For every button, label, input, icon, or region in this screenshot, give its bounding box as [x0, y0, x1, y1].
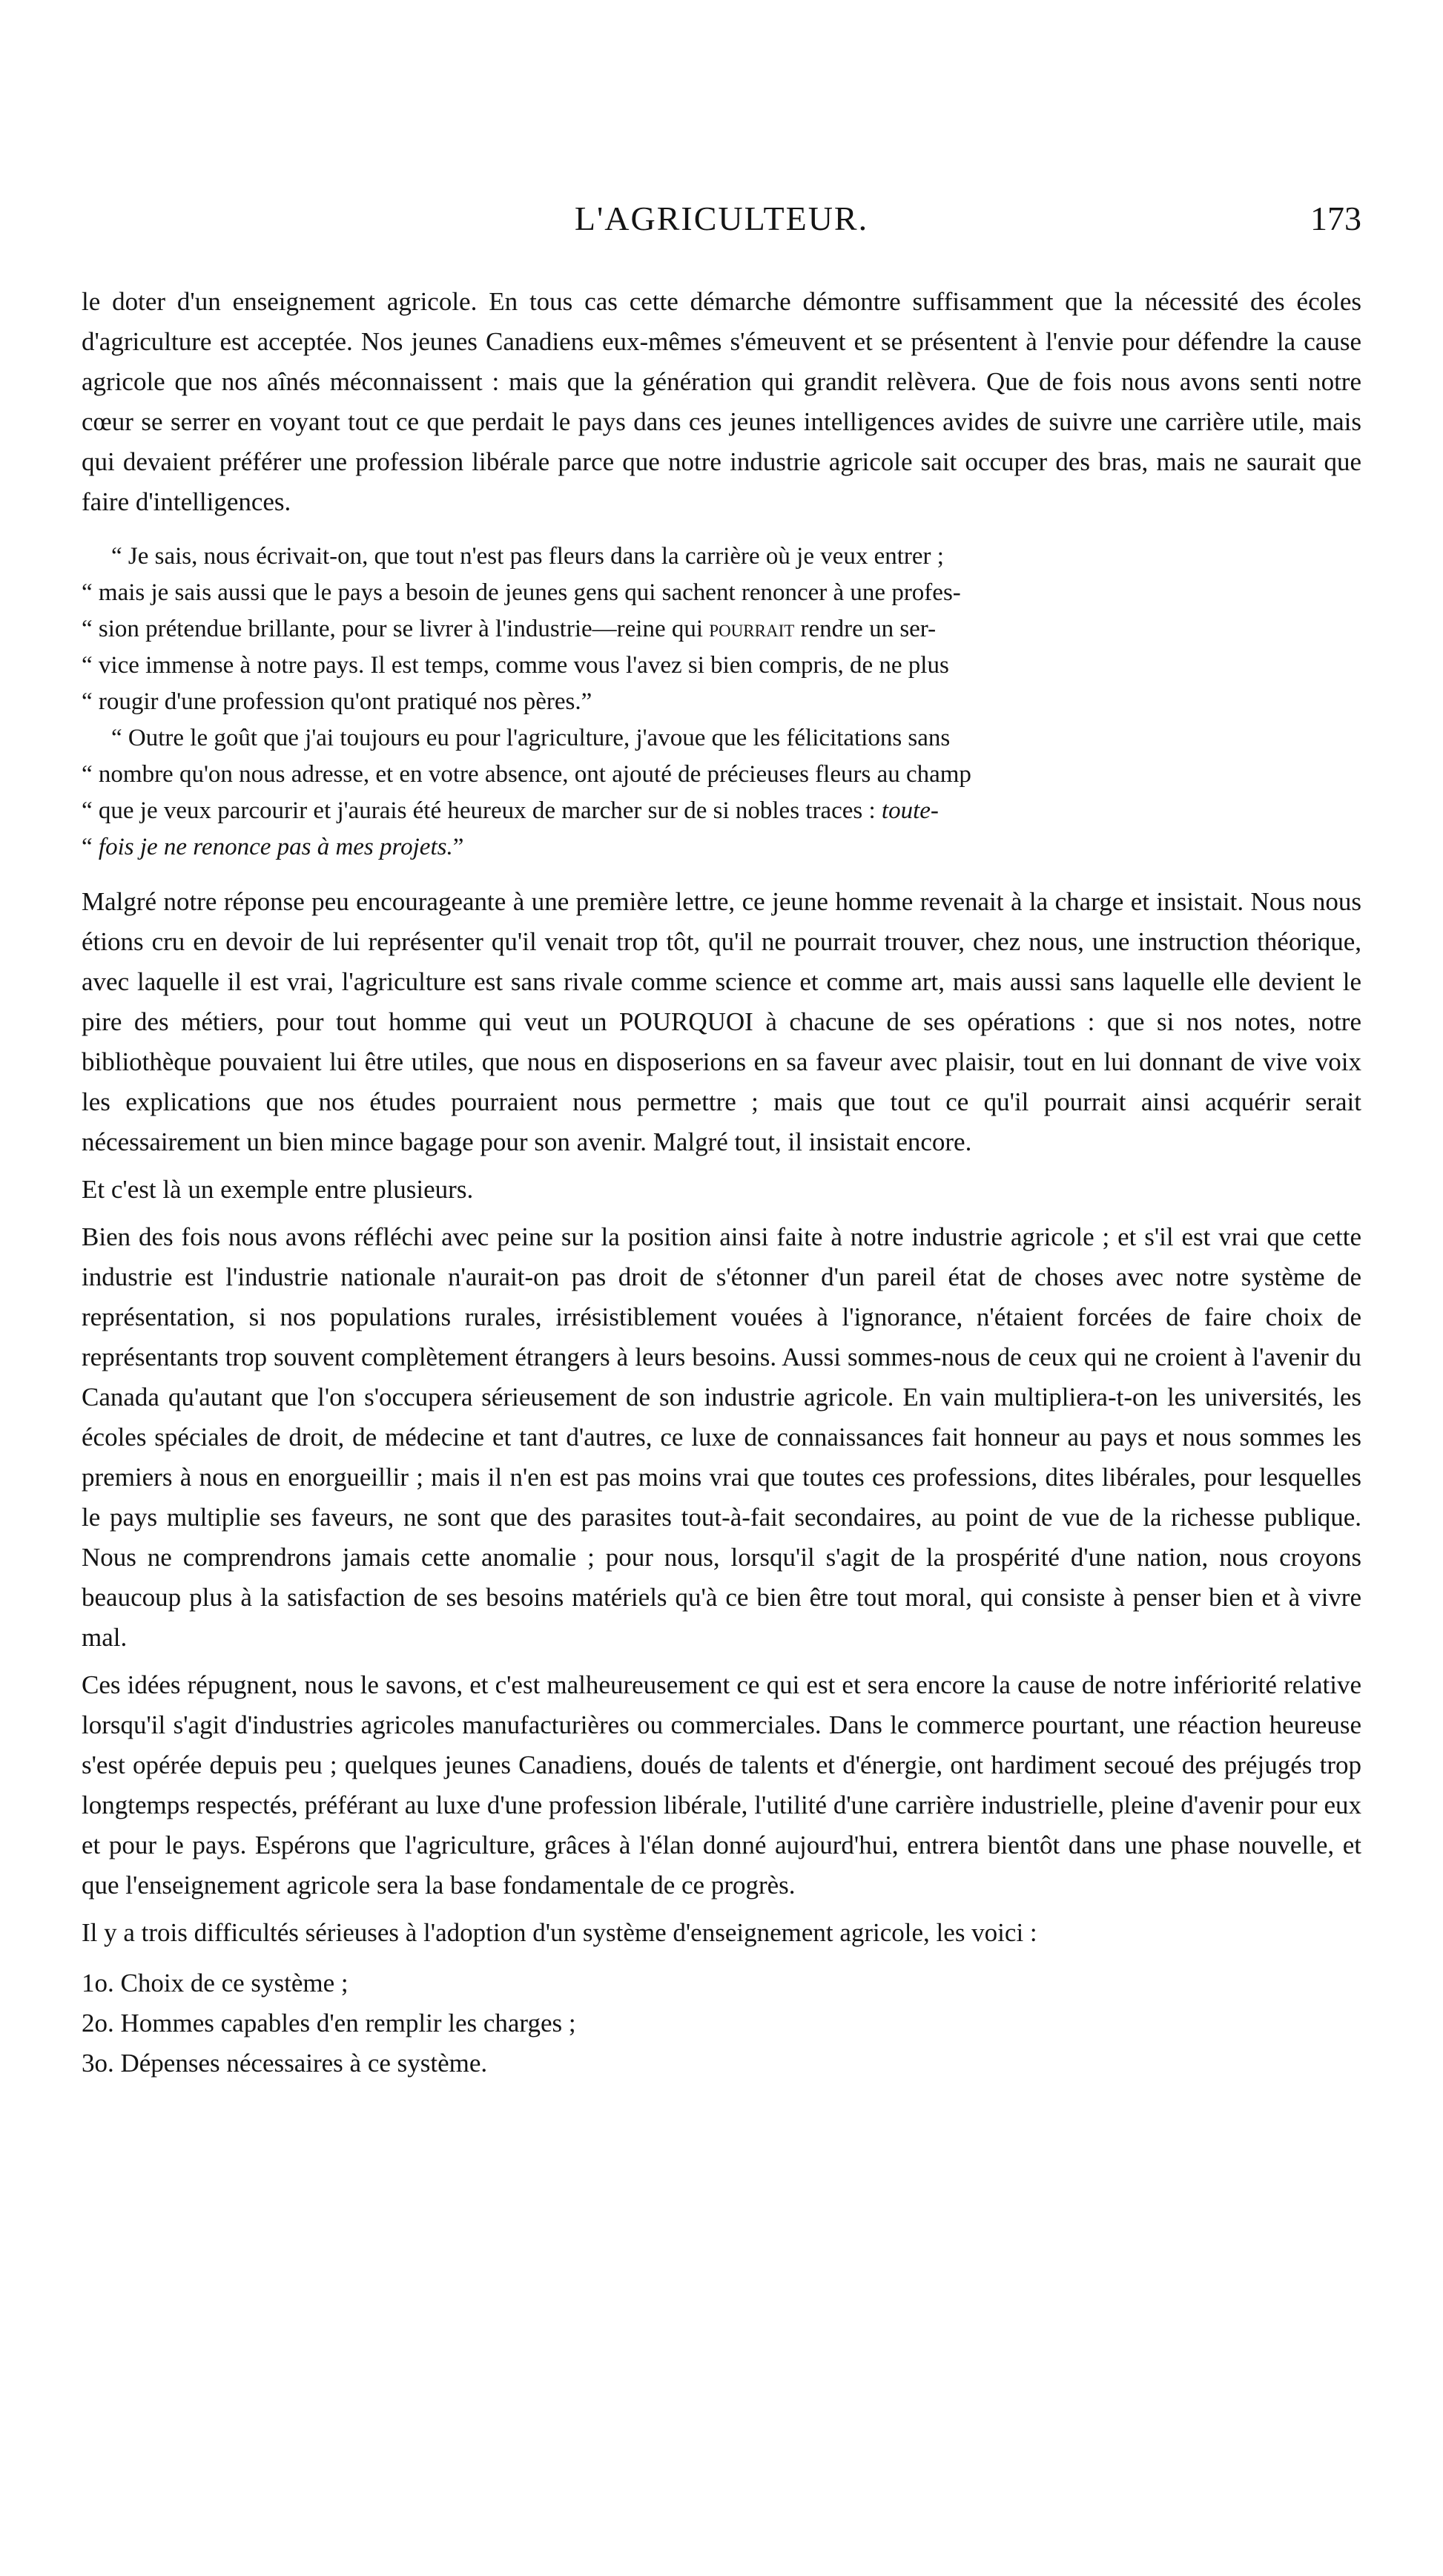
quoted-letter: [82, 538, 1361, 866]
paragraph-2: Malgré notre réponse peu encourageante à une première lettre, ce jeune homme revenait à la charge et insistait. Nous nous étions cru en devoir de lui représenter qu'il venait trop tôt, qu'il ne pourrait trouver, chez nous, une instruction théorique, avec laquelle il est vrai, l'agriculture est sans rivale comme science et comme art, mais aussi sans laquelle elle devient le pire des métiers, pour tout homme qui veut un POURQUOI à chacune de ses opérations : que si nos notes, notre bibliothèque pouvaient lui être utiles, que nous en disposerions en sa faveur avec plaisir, tout en lui donnant de vive voix les explications que nos études pourraient nous permettre ; mais que tout ce qu'il pourrait ainsi acquérir serait nécessairement un bien mince bagage pour son avenir. Malgré tout, il insistait encore.: [82, 887, 1361, 1156]
paragraph-5: Ces idées répugnent, nous le savons, et c'est malheureusement ce qui est et sera encore la cause de notre infériorité relative lorsqu'il s'agit d'industries agricoles manufacturières ou commerciales. Dans le commerce pourtant, une réaction heureuse s'est opérée depuis peu ; quelques jeunes Canadiens, doués de talents et d'énergie, ont hardiment secoué des préjugés trop longtemps respectés, préférant au luxe d'une profession libérale, l'utilité d'une carrière industrielle, pleine d'avenir pour eux et pour le pays. Espérons que l'agriculture, grâces à l'élan donné aujourd'hui, entrera bientôt dans une phase nouvelle, et que l'enseignement agricole sera la base fondamentale de ce progrès.: [82, 1670, 1361, 1900]
paragraph-6: Il y a trois difficultés sérieuses à l'adoption d'un système d'enseignement agricole, les voici :: [82, 1918, 1037, 1947]
quote-text: ”: [452, 834, 464, 860]
list-item: 2o. Hommes capables d'en remplir les charges ;: [82, 2009, 576, 2038]
quote-italic: toute-: [881, 797, 939, 824]
quote-text: “ que je veux parcourir et j'aurais été heureux de marcher sur de si nobles traces :: [82, 797, 882, 824]
paragraph-4: Bien des fois nous avons réfléchi avec peine sur la position ainsi faite à notre industrie agricole ; et s'il est vrai que cette industrie est l'industrie nationale n'aurait-on pas droit de s'étonner d'un pareil état de choses avec notre système de représentation, si nos populations rurales, irrésistiblement vouées à l'ignorance, n'étaient forcées de faire choix de représentants trop souvent complètement étrangers à leurs besoins. Aussi sommes-nous de ceux qui ne croient à l'avenir du Canada qu'autant que l'on s'occupera sérieusement de son industrie agricole. En vain multipliera-t-on les universités, les écoles spéciales de droit, de médecine et tant d'autres, ce luxe de connaissances fait honneur au pays et nous sommes les premiers à nous en enorgueillir ; mais il n'en est pas moins vrai que toutes ces professions, dites libérales, pour lesquelles le pays multiplie ses faveurs, ne sont que des parasites tout-à-fait secondaires, au point de vue de la richesse publique. Nous ne comprendrons jamais cette anomalie ; pour nous, lorsqu'il s'agit de la prospérité d'une nation, nous croyons beaucoup plus à la satisfaction de ses besoins matériels qu'à ce bien être tout moral, qui consiste à penser bien et à vivre mal.: [82, 1222, 1361, 1652]
page-number: 173: [1310, 200, 1361, 237]
quote-line: [82, 611, 1361, 648]
quote-line: [82, 793, 1361, 829]
quote-text: “: [82, 834, 99, 860]
page-body: [82, 282, 1361, 2083]
paragraph-3: Et c'est là un exemple entre plusieurs.: [82, 1175, 474, 1204]
quote-line: [82, 829, 1361, 866]
running-title: L'AGRICULTEUR.: [574, 200, 869, 237]
paragraph-1: le doter d'un enseignement agricole. En tous cas cette démarche démontre suffisamment que la nécessité des écoles d'agriculture est acceptée. Nos jeunes Canadiens eux-mêmes s'émeuvent et se présentent à l'envie pour défendre la cause agricole que nos aînés méconnaissent : mais que la génération qui grandit relèvera. Que de fois nous avons senti notre cœur se serrer en voyant tout ce que perdait le pays dans ces jeunes intelligences avides de suivre une carrière utile, mais qui devaient préférer une profession libérale parce que notre industrie agricole sait occuper des bras, mais ne saurait que faire d'intelligences.: [82, 287, 1361, 516]
quote-italic: fois je ne renonce pas à mes projets.: [98, 834, 453, 860]
difficulties-list: [82, 1963, 1361, 2083]
quote-line: “ Je sais, nous écrivait-on, que tout n'est pas fleurs dans la carrière où je veux entrer ;: [111, 543, 944, 570]
list-item: 3o. Dépenses nécessaires à ce système.: [82, 2049, 488, 2078]
quote-line: “ mais je sais aussi que le pays a besoin de jeunes gens qui sachent renoncer à une profes-: [82, 579, 961, 606]
quote-small-caps: pourrait: [709, 616, 795, 642]
quote-line: “ vice immense à notre pays. Il est temps, comme vous l'avez si bien compris, de ne plus: [82, 652, 949, 679]
quote-line: “ nombre qu'on nous adresse, et en votre absence, ont ajouté de précieuses fleurs au champ: [82, 761, 971, 788]
running-header: [82, 199, 1361, 251]
list-item: 1o. Choix de ce système ;: [82, 1969, 349, 1997]
quote-line: “ Outre le goût que j'ai toujours eu pour l'agriculture, j'avoue que les félicitations sans: [111, 725, 951, 751]
quote-text: rendre un ser-: [794, 616, 937, 642]
quote-line: “ rougir d'une profession qu'ont pratiqué nos pères.”: [82, 688, 592, 715]
quote-text: “ sion prétendue brillante, pour se livrer à l'industrie—reine qui: [82, 616, 710, 642]
